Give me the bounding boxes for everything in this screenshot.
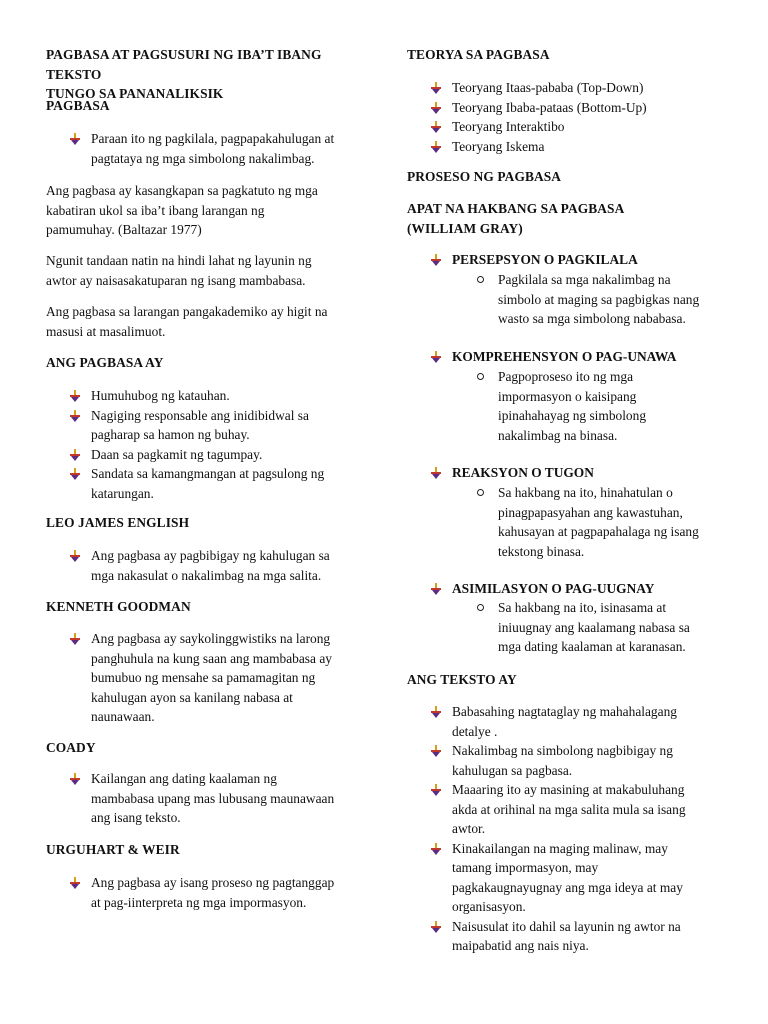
arrow-down-bullet-icon	[430, 921, 442, 933]
hollow-circle-icon	[477, 276, 484, 283]
goodman-list	[46, 629, 376, 727]
arrow-down-bullet-icon	[430, 121, 442, 133]
list-item: Teoryang Ibaba-pataas (Bottom-Up)	[407, 98, 737, 118]
list-item: Pagpoproseso ito ng mga impormasyon o kaisipang ipinahahayag ng simbolong nakalimbag na binasa.	[407, 367, 737, 445]
arrow-down-bullet-icon	[430, 82, 442, 94]
list-item: Ang pagbasa ay saykolinggwistiks na larong panghuhula na kung saan ang mambabasa ay bumubuo ng mensahe sa pamamagitan ng kahulugan ayon sa kanilang nabasa at naunawaan.	[46, 629, 376, 727]
step-reaksyon	[407, 463, 737, 483]
list-item: Sa hakbang na ito, hinahatulan o pinagpapasyahan ang kawastuhan, kahusayan at pagpapahalaga ng isang tekstong binasa.	[407, 483, 737, 561]
heading-apat-na-hakbang: APAT NA HAKBANG SA PAGBASA (WILLIAM GRAY)	[407, 201, 625, 236]
hollow-circle-icon	[477, 489, 484, 496]
list-item: Nakalimbag na simbolong nagbibigay ng kahulugan sa pagbasa.	[407, 741, 737, 780]
hollow-circle-icon	[477, 373, 484, 380]
arrow-down-bullet-icon	[430, 467, 442, 479]
list-item: Pagkilala sa mga nakalimbag na simbolo at maging sa pagbigkas nang wasto sa mga simbolong nababasa.	[407, 270, 737, 329]
step-komprehensyon	[407, 347, 737, 367]
heading-urguhart-weir: URGUHART & WEIR	[46, 842, 180, 857]
heading-leo-james-english: LEO JAMES ENGLISH	[46, 515, 190, 530]
list-item: Kinakailangan na maging malinaw, may tamang impormasyon, may pagkakaugnayugnay ang mga ideya at may organisasyon.	[407, 839, 737, 917]
list-item: Sa hakbang na ito, isinasama at iniuugnay ang kaalamang nabasa sa mga dating kaalaman at karanasan.	[407, 598, 737, 657]
list-item: KOMPREHENSYON O PAG-UNAWA	[407, 347, 737, 367]
arrow-down-bullet-icon	[69, 877, 81, 889]
step-persepsyon-desc	[407, 270, 737, 329]
list-item: Sandata sa kamangmangan at pagsulong ng katarungan.	[46, 464, 376, 503]
heading-coady: COADY	[46, 740, 96, 755]
arrow-down-bullet-icon	[69, 133, 81, 145]
arrow-down-bullet-icon	[69, 633, 81, 645]
heading-ang-pagbasa-ay: ANG PAGBASA AY	[46, 355, 164, 370]
teksto-list	[407, 702, 737, 956]
heading-pagbasa: PAGBASA	[46, 98, 110, 113]
doc-title-line1: PAGBASA AT PAGSUSURI NG IBA’T IBANG TEKSTO	[46, 47, 322, 82]
coady-list	[46, 769, 376, 828]
paragraph-3: Ang pagbasa sa larangan pangakademiko ay higit na masusi at masalimuot.	[46, 304, 328, 339]
paragraph-2: Ngunit tandaan natin na hindi lahat ng layunin ng awtor ay naisasakatuparan ng isang mambabasa.	[46, 253, 312, 288]
teorya-list	[407, 78, 737, 156]
list-item: Daan sa pagkamit ng tagumpay.	[46, 445, 376, 465]
ang-pagbasa-list	[46, 386, 376, 503]
list-item: Maaaring ito ay masining at makabuluhang akda at orihinal na mga salita mula sa isang awtor.	[407, 780, 737, 839]
list-item: REAKSYON O TUGON	[407, 463, 737, 483]
paragraph-1: Ang pagbasa ay kasangkapan sa pagkatuto ng mga kabatiran ukol sa iba’t ibang larangan ng pamumuhay. (Baltazar 1977)	[46, 183, 318, 237]
step-persepsyon	[407, 250, 737, 270]
arrow-down-bullet-icon	[430, 583, 442, 595]
arrow-down-bullet-icon	[69, 410, 81, 422]
arrow-down-bullet-icon	[69, 390, 81, 402]
arrow-down-bullet-icon	[430, 745, 442, 757]
arrow-down-bullet-icon	[430, 706, 442, 718]
arrow-down-bullet-icon	[430, 141, 442, 153]
doc-title	[46, 45, 366, 104]
arrow-down-bullet-icon	[430, 254, 442, 266]
leo-list	[46, 546, 376, 585]
list-item: ASIMILASYON O PAG-UUGNAY	[407, 579, 737, 599]
list-item: Paraan ito ng pagkilala, pagpapakahulugan at pagtataya ng mga simbolong nakalimbag.	[46, 129, 376, 168]
arrow-down-bullet-icon	[69, 449, 81, 461]
list-item: Teoryang Itaas-pababa (Top-Down)	[407, 78, 737, 98]
list-item: Babasahing nagtataglay ng mahahalagang detalye .	[407, 702, 737, 741]
pagbasa-list	[46, 129, 376, 168]
arrow-down-bullet-icon	[69, 550, 81, 562]
heading-teorya: TEORYA SA PAGBASA	[407, 47, 550, 62]
list-item: Humuhubog ng katauhan.	[46, 386, 376, 406]
arrow-down-bullet-icon	[430, 351, 442, 363]
list-item: Kailangan ang dating kaalaman ng mambabasa upang mas lubusang maunawaan ang isang teksto.	[46, 769, 376, 828]
doc-title-line2: TUNGO SA PANANALIKSIK	[46, 86, 224, 101]
list-item: Ang pagbasa ay pagbibigay ng kahulugan sa mga nakasulat o nakalimbag na mga salita.	[46, 546, 376, 585]
arrow-down-bullet-icon	[69, 468, 81, 480]
urguhart-list	[46, 873, 376, 912]
list-item: Teoryang Interaktibo	[407, 117, 737, 137]
step-reaksyon-desc	[407, 483, 737, 561]
list-item: Teoryang Iskema	[407, 137, 737, 157]
heading-proseso: PROSESO NG PAGBASA	[407, 169, 562, 184]
step-asimilasyon-desc	[407, 598, 737, 657]
arrow-down-bullet-icon	[430, 843, 442, 855]
hollow-circle-icon	[477, 604, 484, 611]
step-asimilasyon	[407, 579, 737, 599]
list-item: Nagiging responsable ang inidibidwal sa pagharap sa hamon ng buhay.	[46, 406, 376, 445]
heading-ang-teksto-ay: ANG TEKSTO AY	[407, 672, 517, 687]
arrow-down-bullet-icon	[430, 102, 442, 114]
heading-kenneth-goodman: KENNETH GOODMAN	[46, 599, 191, 614]
list-item: Naisusulat ito dahil sa layunin ng awtor na maipabatid ang nais niya.	[407, 917, 737, 956]
arrow-down-bullet-icon	[430, 784, 442, 796]
arrow-down-bullet-icon	[69, 773, 81, 785]
list-item: Ang pagbasa ay isang proseso ng pagtanggap at pag-iinterpreta ng mga impormasyon.	[46, 873, 376, 912]
list-item: PERSEPSYON O PAGKILALA	[407, 250, 737, 270]
step-komprehensyon-desc	[407, 367, 737, 445]
